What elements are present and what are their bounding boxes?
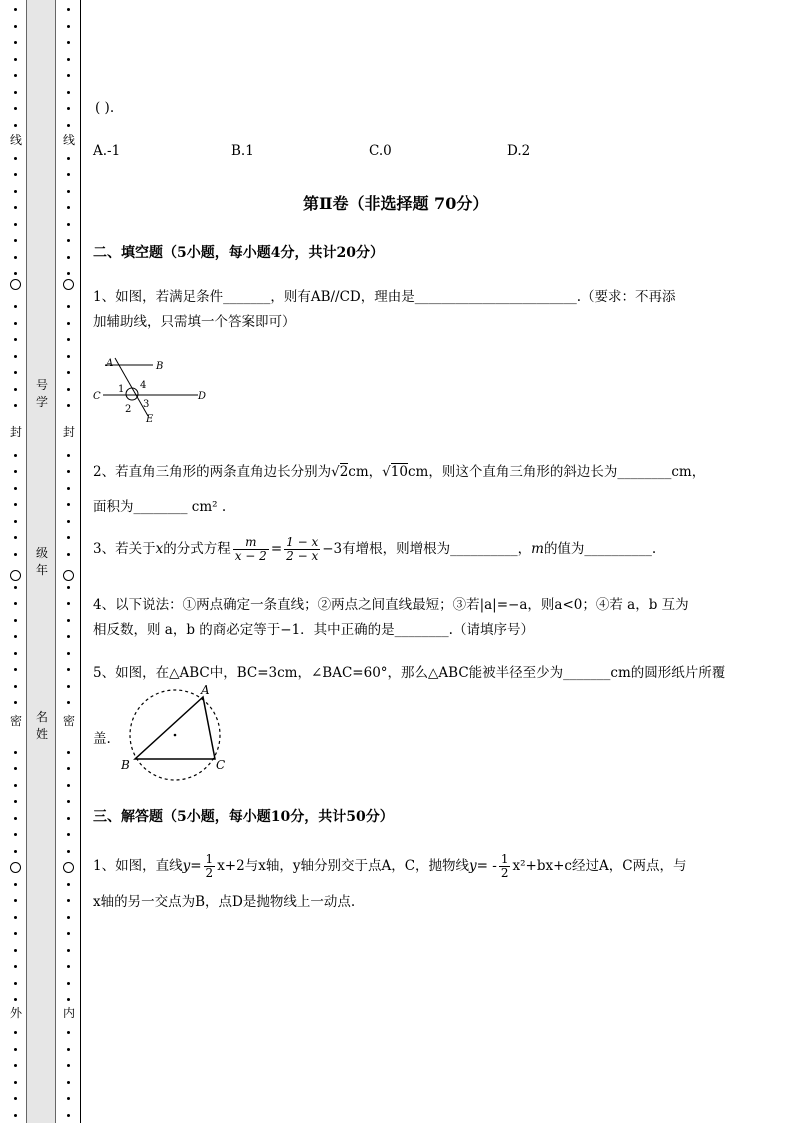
s1-text-b: x+2与x轴，y轴分别交于点A，C，抛物线	[217, 858, 470, 874]
binding-dot	[14, 833, 17, 836]
binding-dot	[67, 74, 70, 77]
binding-dot	[14, 41, 17, 44]
binding-dot	[14, 107, 17, 110]
label-c: C	[93, 391, 101, 402]
binding-dot	[67, 25, 70, 28]
binding-dot	[67, 784, 70, 787]
left-mark-mi: 密	[9, 714, 22, 728]
binding-dot	[14, 800, 17, 803]
binding-dot	[67, 833, 70, 836]
binding-dot	[67, 305, 70, 308]
binding-dot	[67, 173, 70, 176]
binding-dot	[67, 652, 70, 655]
sqrt-10: √10	[382, 464, 408, 480]
binding-dot	[14, 1048, 17, 1051]
label-c: C	[216, 758, 226, 772]
binding-dot	[67, 1048, 70, 1051]
binding-dot	[67, 404, 70, 407]
binding-dot	[14, 305, 17, 308]
binding-dot	[67, 272, 70, 275]
binding-dot	[67, 256, 70, 259]
binding-dot	[14, 949, 17, 952]
label-a: A	[201, 683, 210, 697]
binding-dot	[67, 536, 70, 539]
binding-dot	[67, 899, 70, 902]
fraction-1-x-over-2-x	[284, 536, 320, 563]
s1-eq1: =	[190, 858, 202, 874]
half-a-den: 2	[205, 866, 214, 880]
binding-dot	[14, 767, 17, 770]
fill-q5-line1: 5、如图，在△ABC中，BC=3cm，∠BAC=60°，那么△ABC能被半径至少为_______cm的圆形纸片所覆	[93, 665, 726, 681]
binding-dot	[14, 74, 17, 77]
q2-text-b: cm，则这个直角三角形的斜边长为________cm，	[407, 464, 706, 480]
field-student-number: 号学	[35, 378, 48, 409]
binding-circle	[63, 570, 74, 581]
binding-dot	[67, 487, 70, 490]
q3-var-x: x	[155, 541, 164, 557]
option-b: B.1	[231, 143, 254, 159]
binding-dot	[14, 1081, 17, 1084]
label-a: A	[106, 358, 114, 369]
part-title: 第Ⅱ卷（非选择题 70分）	[303, 194, 489, 213]
binding-dot	[67, 965, 70, 968]
binding-circle	[10, 862, 21, 873]
s1-eq2: = -	[476, 858, 497, 874]
binding-dot	[67, 8, 70, 11]
binding-dot	[14, 916, 17, 919]
section-heading-solve: 三、解答题（5小题，每小题10分，共计50分）	[93, 809, 394, 825]
section-heading-fill: 二、填空题（5小题，每小题4分，共计20分）	[93, 245, 384, 261]
right-mark-feng: 封	[62, 425, 75, 439]
binding-dot	[67, 668, 70, 671]
q3-var-m: m	[531, 541, 544, 557]
binding-dot	[67, 503, 70, 506]
fraction-one-half-b	[499, 853, 511, 880]
angle-3: 3	[143, 399, 150, 410]
binding-dot	[14, 1064, 17, 1067]
binding-dot	[67, 206, 70, 209]
binding-dot	[67, 470, 70, 473]
sqrt-2-radicand: 2	[339, 464, 349, 480]
binding-dot	[14, 586, 17, 589]
binding-dot	[67, 91, 70, 94]
binding-dot	[67, 190, 70, 193]
binding-dot	[14, 256, 17, 259]
q2-text-a: 2、若直角三角形的两条直角边长分别为	[93, 464, 332, 480]
triangle-abc	[135, 697, 215, 759]
binding-dot	[67, 701, 70, 704]
fill-q3-line	[93, 536, 656, 563]
angle-marker	[126, 388, 138, 400]
binding-dot	[14, 404, 17, 407]
right-mark-nei: 内	[62, 1006, 75, 1020]
binding-dot	[14, 553, 17, 556]
binding-dot	[67, 58, 70, 61]
binding-dot	[14, 619, 17, 622]
prev-question-tail: ( ).	[95, 100, 115, 116]
binding-dot	[14, 965, 17, 968]
binding-dot	[14, 520, 17, 523]
binding-dot	[67, 107, 70, 110]
option-d: D.2	[507, 143, 531, 159]
binding-dot	[14, 124, 17, 127]
binding-dot	[67, 635, 70, 638]
binding-circle	[63, 862, 74, 873]
binding-dot	[14, 536, 17, 539]
binding-circle	[10, 279, 21, 290]
binding-dot	[67, 388, 70, 391]
fraction-one-half-a	[204, 853, 216, 880]
binding-dot	[67, 850, 70, 853]
binding-dot	[14, 91, 17, 94]
left-mark-feng: 封	[9, 425, 22, 439]
binding-dot	[67, 602, 70, 605]
binding-dot	[14, 487, 17, 490]
half-b-num: 1	[500, 852, 509, 866]
binding-dot	[14, 272, 17, 275]
binding-dot	[67, 520, 70, 523]
parallel-lines-figure	[93, 350, 218, 430]
sqrt-10-radicand: 10	[390, 464, 408, 480]
binding-dot	[67, 949, 70, 952]
s1-text-c: x²+bx+c经过A，C两点，与	[512, 858, 687, 874]
fill-q1-line1: 1、如图，若满足条件_______，则有AB//CD，理由是________________________.（要求：不再添	[93, 289, 676, 305]
label-b: B	[121, 758, 130, 772]
binding-dot	[67, 322, 70, 325]
left-mark-wai: 外	[9, 1006, 22, 1020]
angle-2: 2	[125, 404, 132, 415]
binding-dot	[14, 751, 17, 754]
binding-dot	[67, 371, 70, 374]
binding-dot	[14, 701, 17, 704]
binding-line	[80, 0, 81, 1123]
binding-dot	[14, 685, 17, 688]
binding-dot	[67, 685, 70, 688]
circumscribed-triangle-figure	[121, 683, 241, 783]
solve-q1-line1	[93, 853, 687, 880]
angle-4: 4	[140, 380, 147, 391]
binding-dot	[14, 454, 17, 457]
binding-dot	[67, 338, 70, 341]
q3-text-a: 3、若关于	[93, 541, 156, 557]
binding-dot	[14, 223, 17, 226]
binding-margin	[0, 0, 90, 1123]
binding-dot	[14, 1097, 17, 1100]
binding-dot	[14, 784, 17, 787]
binding-dot	[67, 1114, 70, 1117]
binding-dot	[67, 1097, 70, 1100]
binding-dot	[67, 982, 70, 985]
binding-dot	[67, 454, 70, 457]
s1-text-a: 1、如图，直线	[93, 858, 183, 874]
binding-dot	[67, 883, 70, 886]
binding-dot	[14, 1031, 17, 1034]
binding-dot	[14, 239, 17, 242]
frac1-num: m	[233, 536, 269, 550]
binding-dot	[67, 932, 70, 935]
fill-q1-line2: 加辅助线，只需填一个答案即可）	[93, 314, 296, 330]
binding-dot	[14, 173, 17, 176]
binding-dot	[14, 652, 17, 655]
binding-dot	[14, 998, 17, 1001]
binding-dot	[14, 58, 17, 61]
binding-dot	[14, 503, 17, 506]
option-a: A.-1	[93, 143, 121, 159]
solve-q1-line2: x轴的另一交点为B，点D是抛物线上一动点.	[93, 894, 356, 910]
binding-circle	[10, 570, 21, 581]
right-mark-mi: 密	[62, 714, 75, 728]
binding-dot	[14, 8, 17, 11]
binding-dot	[67, 239, 70, 242]
binding-dot	[14, 883, 17, 886]
s1-var-y1: y	[182, 858, 191, 874]
left-dot-column	[10, 0, 22, 1123]
binding-circle	[63, 279, 74, 290]
label-b: B	[156, 361, 164, 372]
s1-var-y2: y	[469, 858, 477, 874]
frac1-den: x − 2	[234, 549, 267, 563]
right-dot-column	[63, 0, 75, 1123]
binding-dot	[14, 982, 17, 985]
fill-q4-line1: 4、以下说法：①两点确定一条直线；②两点之间直线最短；③若|a|=−a，则a<0；④若 a，b 互为	[93, 597, 689, 613]
q3-text-d: 的值为__________.	[543, 541, 657, 557]
frac2-den: 2 − x	[286, 549, 319, 563]
half-a-num: 1	[205, 852, 214, 866]
fill-q5-line2: 盖.	[93, 731, 111, 747]
binding-dot	[67, 1064, 70, 1067]
field-name: 名姓	[35, 710, 48, 741]
q3-equals: =	[270, 541, 283, 557]
binding-dot	[14, 25, 17, 28]
sqrt-2: √2	[331, 464, 349, 480]
q3-text-b: 的分式方程	[163, 541, 231, 557]
binding-dot	[14, 355, 17, 358]
binding-dot	[67, 1081, 70, 1084]
label-d: D	[198, 391, 207, 402]
binding-dot	[14, 470, 17, 473]
binding-dot	[67, 1031, 70, 1034]
label-e: E	[146, 414, 154, 425]
binding-dot	[14, 338, 17, 341]
binding-dot	[14, 817, 17, 820]
binding-dot	[67, 916, 70, 919]
fill-q2-line2: 面积为________ cm² .	[93, 499, 227, 515]
q2-unit-1: cm，	[348, 464, 383, 480]
binding-dot	[67, 223, 70, 226]
binding-dot	[67, 767, 70, 770]
binding-dot	[14, 635, 17, 638]
half-b-den: 2	[500, 866, 509, 880]
binding-dot	[14, 388, 17, 391]
q3-text-c: −3有增根，则增根为__________，	[322, 541, 532, 557]
binding-dot	[14, 850, 17, 853]
binding-dot	[14, 1114, 17, 1117]
frac2-num: 1 − x	[286, 535, 319, 549]
binding-dot	[14, 899, 17, 902]
right-mark-xian: 线	[62, 133, 75, 147]
left-mark-xian: 线	[9, 133, 22, 147]
binding-dot	[67, 355, 70, 358]
binding-dot	[67, 619, 70, 622]
fill-q4-line2: 相反数，则 a，b 的商必定等于−1．其中正确的是________.（请填序号）	[93, 622, 534, 638]
fill-q2-line1	[93, 460, 705, 480]
binding-dot	[67, 124, 70, 127]
field-grade: 级年	[35, 546, 48, 577]
binding-dot	[67, 998, 70, 1001]
binding-dot	[67, 553, 70, 556]
circle-center	[174, 734, 177, 737]
binding-dot	[14, 932, 17, 935]
binding-dot	[14, 602, 17, 605]
fraction-m-over-x-2	[233, 536, 269, 563]
binding-dot	[14, 668, 17, 671]
binding-dot	[67, 586, 70, 589]
binding-dot	[14, 190, 17, 193]
binding-dot	[14, 322, 17, 325]
binding-dot	[14, 206, 17, 209]
binding-dot	[14, 371, 17, 374]
option-c: C.0	[369, 143, 392, 159]
binding-dot	[67, 817, 70, 820]
angle-1: 1	[118, 384, 125, 395]
binding-dot	[14, 157, 17, 160]
binding-dot	[67, 800, 70, 803]
binding-dot	[67, 751, 70, 754]
binding-dot	[67, 157, 70, 160]
binding-dot	[67, 41, 70, 44]
